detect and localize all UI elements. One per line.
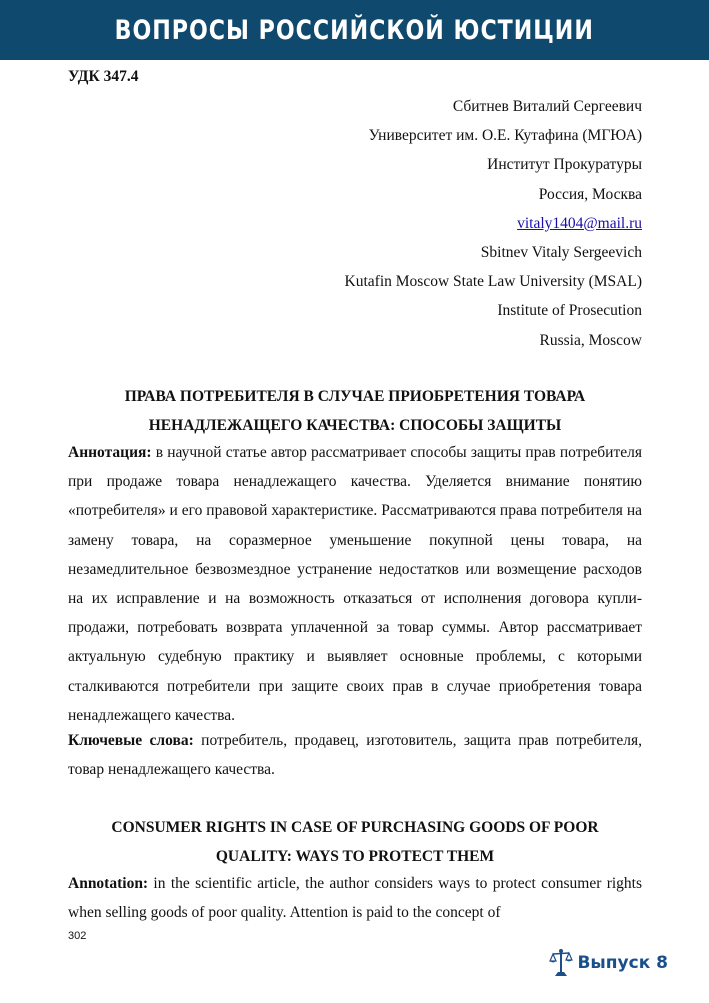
keywords-ru-text: потребитель, продавец, изготовитель, защита прав потребителя, товар ненадлежащего качества. [68, 732, 642, 779]
article-title-en [68, 813, 642, 871]
issue-badge [549, 948, 668, 978]
author-name-en: Sbitnev Vitaly Sergeevich [480, 244, 642, 262]
author-block [345, 92, 642, 355]
author-university-ru: Университет им. О.Е. Кутафина (МГЮА) [368, 127, 642, 145]
author-name-ru: Сбитнев Виталий Сергеевич [452, 98, 642, 115]
abstract-en-text: in the scientific article, the author considers ways to protect consumer rights when selling goods of poor quality. Attention is paid to the concept of [68, 875, 642, 922]
abstract-ru-label: Аннотация: [68, 444, 152, 461]
journal-header [0, 0, 709, 60]
abstract-ru-text: в научной статье автор рассматривает способы защиты прав потребителя при продаже товара ненадлежащего качества. Уделяется внимание понятию «потребителя» и его правовой характеристике. Рассматриваются права потребителя на замену товара, на соразмерное уменьшение покупной цены товара, на незамедлительное безвозмездное устранение недостатков или возмещение расходов на их исправление и на возможность отказаться от исполнения договора купли-продажи, потребовать возврата уплаченной за товар суммы. Автор рассматривает актуальную судебную практику и выявляет основные проблемы, с которыми сталкиваются потребители при защите своих прав в случае приобретения товара ненадлежащего качества. [68, 444, 642, 724]
abstract-en-label: Annotation: [68, 875, 149, 892]
author-email-link[interactable]: vitaly1404@mail.ru [517, 214, 642, 232]
abstract-en [68, 869, 642, 927]
journal-title: ВОПРОСЫ РОССИЙСКОЙ ЮСТИЦИИ [114, 14, 595, 46]
udk-code: УДК 347.4 [68, 68, 139, 85]
issue-label: Выпуск 8 [577, 953, 668, 973]
article-title-en-line1: CONSUMER RIGHTS IN CASE OF PURCHASING GOODS OF POOR [111, 819, 599, 836]
author-institute-ru: Институт Прокуратуры [487, 156, 642, 174]
article-title-ru-line2: НЕНАДЛЕЖАЩЕГО КАЧЕСТВА: СПОСОБЫ ЗАЩИТЫ [148, 417, 562, 434]
keywords-ru [68, 726, 642, 784]
page-number: 302 [68, 930, 87, 942]
article-title-ru-line1: ПРАВА ПОТРЕБИТЕЛЯ В СЛУЧАЕ ПРИОБРЕТЕНИЯ ТОВАРА [124, 388, 586, 405]
abstract-ru [68, 438, 642, 730]
author-institute-en: Institute of Prosecution [497, 302, 642, 320]
article-title-en-line2: QUALITY: WAYS TO PROTECT THEM [215, 848, 495, 865]
keywords-ru-label: Ключевые слова: [68, 732, 194, 749]
justice-scales-icon [549, 948, 573, 978]
article-title-ru [68, 382, 642, 440]
author-location-ru: Россия, Москва [538, 185, 642, 203]
author-location-en: Russia, Moscow [539, 331, 642, 349]
author-university-en: Kutafin Moscow State Law University (MSAL) [344, 273, 642, 291]
